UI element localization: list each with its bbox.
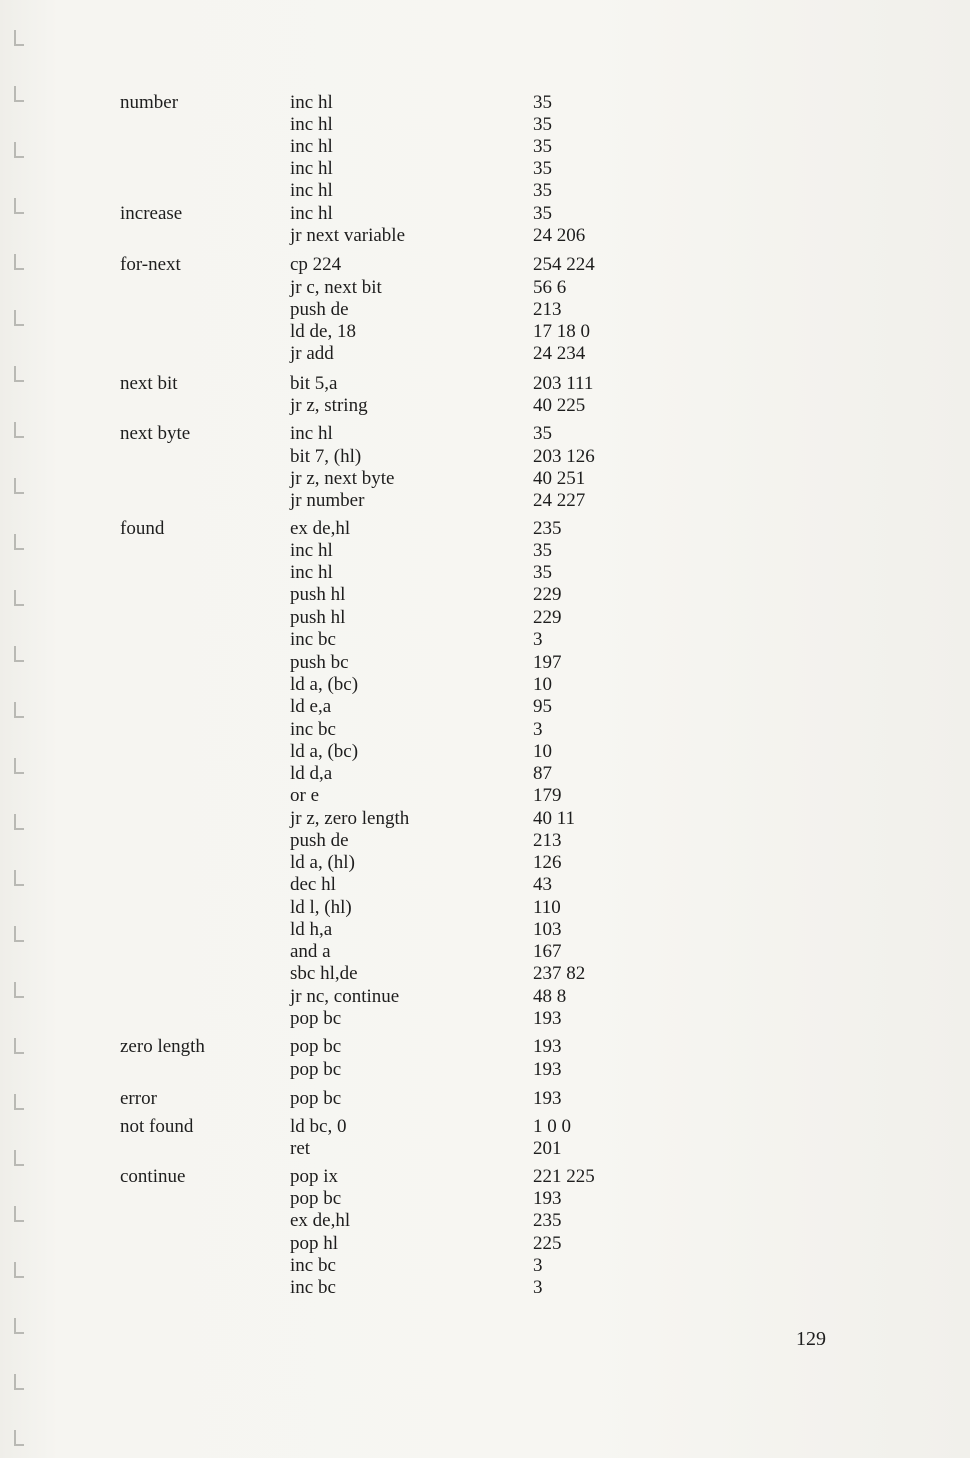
instruction-mnemonic: inc bc: [290, 719, 336, 740]
machine-code: 193: [533, 1036, 562, 1057]
listing-row: [0, 1166, 970, 1188]
machine-code: 24 206: [533, 225, 586, 246]
instruction-mnemonic: bit 7, (hl): [290, 446, 362, 467]
listing-row: [0, 446, 970, 468]
listing-row: [0, 808, 970, 830]
machine-code: 103: [533, 919, 562, 940]
listing-row: [0, 299, 970, 321]
instruction-mnemonic: inc hl: [290, 136, 333, 157]
machine-code: 213: [533, 830, 562, 851]
machine-code: 56 6: [533, 277, 567, 298]
machine-code: 40 225: [533, 395, 586, 416]
listing-row: [0, 277, 970, 299]
instruction-mnemonic: ld a, (bc): [290, 741, 359, 762]
listing-row: [0, 1008, 970, 1030]
instruction-mnemonic: jr next variable: [290, 225, 406, 246]
listing-row: [0, 719, 970, 741]
listing-row: [0, 674, 970, 696]
instruction-mnemonic: inc hl: [290, 180, 333, 201]
machine-code: 3: [533, 1255, 543, 1276]
machine-code: 203 111: [533, 373, 594, 394]
listing-row: [0, 1188, 970, 1210]
machine-code: 197: [533, 652, 562, 673]
machine-code: 1 0 0: [533, 1116, 571, 1137]
machine-code: 35: [533, 158, 552, 179]
listing-row: [0, 225, 970, 247]
machine-code: 193: [533, 1188, 562, 1209]
listing-row: [0, 92, 970, 114]
machine-code: 235: [533, 1210, 562, 1231]
instruction-mnemonic: dec hl: [290, 874, 336, 895]
listing-row: [0, 1255, 970, 1277]
machine-code: 40 251: [533, 468, 586, 489]
machine-code: 237 82: [533, 963, 586, 984]
instruction-mnemonic: ld l, (hl): [290, 897, 352, 918]
machine-code: 48 8: [533, 986, 567, 1007]
listing-row: [0, 254, 970, 276]
machine-code: 24 234: [533, 343, 586, 364]
instruction-mnemonic: push hl: [290, 607, 346, 628]
listing-row: [0, 1088, 970, 1110]
instruction-mnemonic: inc hl: [290, 423, 333, 444]
machine-code: 3: [533, 1277, 543, 1298]
page-number: 129: [796, 1328, 826, 1350]
instruction-mnemonic: inc hl: [290, 92, 333, 113]
machine-code: 201: [533, 1138, 562, 1159]
machine-code: 35: [533, 203, 552, 224]
listing-row: [0, 941, 970, 963]
machine-code: 179: [533, 785, 562, 806]
machine-code: 221 225: [533, 1166, 595, 1187]
routine-label: zero length: [120, 1036, 205, 1057]
listing-row: [0, 919, 970, 941]
machine-code: 17 18 0: [533, 321, 590, 342]
instruction-mnemonic: ex de,hl: [290, 1210, 351, 1231]
instruction-mnemonic: inc bc: [290, 629, 336, 650]
instruction-mnemonic: pop bc: [290, 1059, 342, 1080]
instruction-mnemonic: inc hl: [290, 158, 333, 179]
routine-label: number: [120, 92, 179, 113]
machine-code: 203 126: [533, 446, 595, 467]
listing-row: [0, 180, 970, 202]
instruction-mnemonic: ret: [290, 1138, 311, 1159]
machine-code: 167: [533, 941, 562, 962]
listing-row: [0, 321, 970, 343]
listing-row: [0, 136, 970, 158]
instruction-mnemonic: jr add: [290, 343, 334, 364]
machine-code: 43: [533, 874, 552, 895]
listing-row: [0, 785, 970, 807]
machine-code: 193: [533, 1008, 562, 1029]
instruction-mnemonic: jr z, next byte: [290, 468, 395, 489]
instruction-mnemonic: jr z, zero length: [290, 808, 410, 829]
routine-label: increase: [120, 203, 183, 224]
instruction-mnemonic: pop ix: [290, 1166, 339, 1187]
instruction-mnemonic: ld a, (hl): [290, 852, 355, 873]
listing-row: [0, 1116, 970, 1138]
listing-row: [0, 652, 970, 674]
instruction-mnemonic: ld de, 18: [290, 321, 356, 342]
instruction-mnemonic: inc hl: [290, 540, 333, 561]
instruction-mnemonic: pop bc: [290, 1036, 342, 1057]
instruction-mnemonic: inc bc: [290, 1255, 336, 1276]
listing-row: [0, 540, 970, 562]
listing-row: [0, 1233, 970, 1255]
routine-label: error: [120, 1088, 157, 1109]
instruction-mnemonic: pop bc: [290, 1008, 342, 1029]
machine-code: 87: [533, 763, 552, 784]
machine-code: 35: [533, 180, 552, 201]
machine-code: 35: [533, 136, 552, 157]
machine-code: 35: [533, 562, 552, 583]
instruction-mnemonic: ld bc, 0: [290, 1116, 347, 1137]
machine-code: 235: [533, 518, 562, 539]
routine-label: next byte: [120, 423, 191, 444]
instruction-mnemonic: push hl: [290, 584, 346, 605]
instruction-mnemonic: jr nc, continue: [290, 986, 400, 1007]
machine-code: 229: [533, 607, 562, 628]
machine-code: 35: [533, 114, 552, 135]
machine-code: 126: [533, 852, 562, 873]
listing-row: [0, 395, 970, 417]
listing-row: [0, 1138, 970, 1160]
listing-row: [0, 696, 970, 718]
instruction-mnemonic: cp 224: [290, 254, 342, 275]
instruction-mnemonic: inc bc: [290, 1277, 336, 1298]
machine-code: 35: [533, 92, 552, 113]
machine-code: 229: [533, 584, 562, 605]
listing-row: [0, 629, 970, 651]
listing-row: [0, 518, 970, 540]
instruction-mnemonic: ld e,a: [290, 696, 332, 717]
listing-row: [0, 607, 970, 629]
listing-row: [0, 584, 970, 606]
listing-row: [0, 1210, 970, 1232]
instruction-mnemonic: inc hl: [290, 114, 333, 135]
routine-label: not found: [120, 1116, 194, 1137]
instruction-mnemonic: ex de,hl: [290, 518, 351, 539]
machine-code: 3: [533, 629, 543, 650]
listing-row: [0, 830, 970, 852]
machine-code: 110: [533, 897, 561, 918]
instruction-mnemonic: pop bc: [290, 1188, 342, 1209]
instruction-mnemonic: or e: [290, 785, 320, 806]
instruction-mnemonic: push de: [290, 299, 349, 320]
machine-code: 225: [533, 1233, 562, 1254]
listing-row: [0, 373, 970, 395]
listing-row: [0, 986, 970, 1008]
machine-code: 10: [533, 674, 552, 695]
listing-row: [0, 897, 970, 919]
listing-row: [0, 1277, 970, 1299]
machine-code: 24 227: [533, 490, 586, 511]
machine-code: 254 224: [533, 254, 595, 275]
instruction-mnemonic: ld a, (bc): [290, 674, 359, 695]
listing-row: [0, 874, 970, 896]
instruction-mnemonic: and a: [290, 941, 331, 962]
machine-code: 213: [533, 299, 562, 320]
machine-code: 193: [533, 1059, 562, 1080]
listing-row: [0, 343, 970, 365]
listing-row: [0, 1059, 970, 1081]
routine-label: next bit: [120, 373, 178, 394]
instruction-mnemonic: jr number: [290, 490, 365, 511]
machine-code: 40 11: [533, 808, 576, 829]
machine-code: 10: [533, 741, 552, 762]
listing-row: [0, 490, 970, 512]
instruction-mnemonic: sbc hl,de: [290, 963, 358, 984]
listing-row: [0, 423, 970, 445]
listing-row: [0, 963, 970, 985]
instruction-mnemonic: push bc: [290, 652, 349, 673]
instruction-mnemonic: jr z, string: [290, 395, 368, 416]
routine-label: for-next: [120, 254, 181, 275]
instruction-mnemonic: jr c, next bit: [290, 277, 382, 298]
machine-code: 3: [533, 719, 543, 740]
listing-row: [0, 741, 970, 763]
instruction-mnemonic: ld h,a: [290, 919, 333, 940]
instruction-mnemonic: ld d,a: [290, 763, 333, 784]
machine-code: 35: [533, 540, 552, 561]
listing-row: [0, 852, 970, 874]
instruction-mnemonic: pop hl: [290, 1233, 339, 1254]
machine-code: 193: [533, 1088, 562, 1109]
instruction-mnemonic: push de: [290, 830, 349, 851]
instruction-mnemonic: inc hl: [290, 562, 333, 583]
listing-row: [0, 158, 970, 180]
listing-row: [0, 562, 970, 584]
listing-row: [0, 468, 970, 490]
listing-row: [0, 1036, 970, 1058]
instruction-mnemonic: pop bc: [290, 1088, 342, 1109]
routine-label: found: [120, 518, 165, 539]
machine-code: 95: [533, 696, 552, 717]
instruction-mnemonic: inc hl: [290, 203, 333, 224]
listing-row: [0, 203, 970, 225]
listing-row: [0, 114, 970, 136]
machine-code: 35: [533, 423, 552, 444]
routine-label: continue: [120, 1166, 186, 1187]
listing-row: [0, 763, 970, 785]
instruction-mnemonic: bit 5,a: [290, 373, 338, 394]
